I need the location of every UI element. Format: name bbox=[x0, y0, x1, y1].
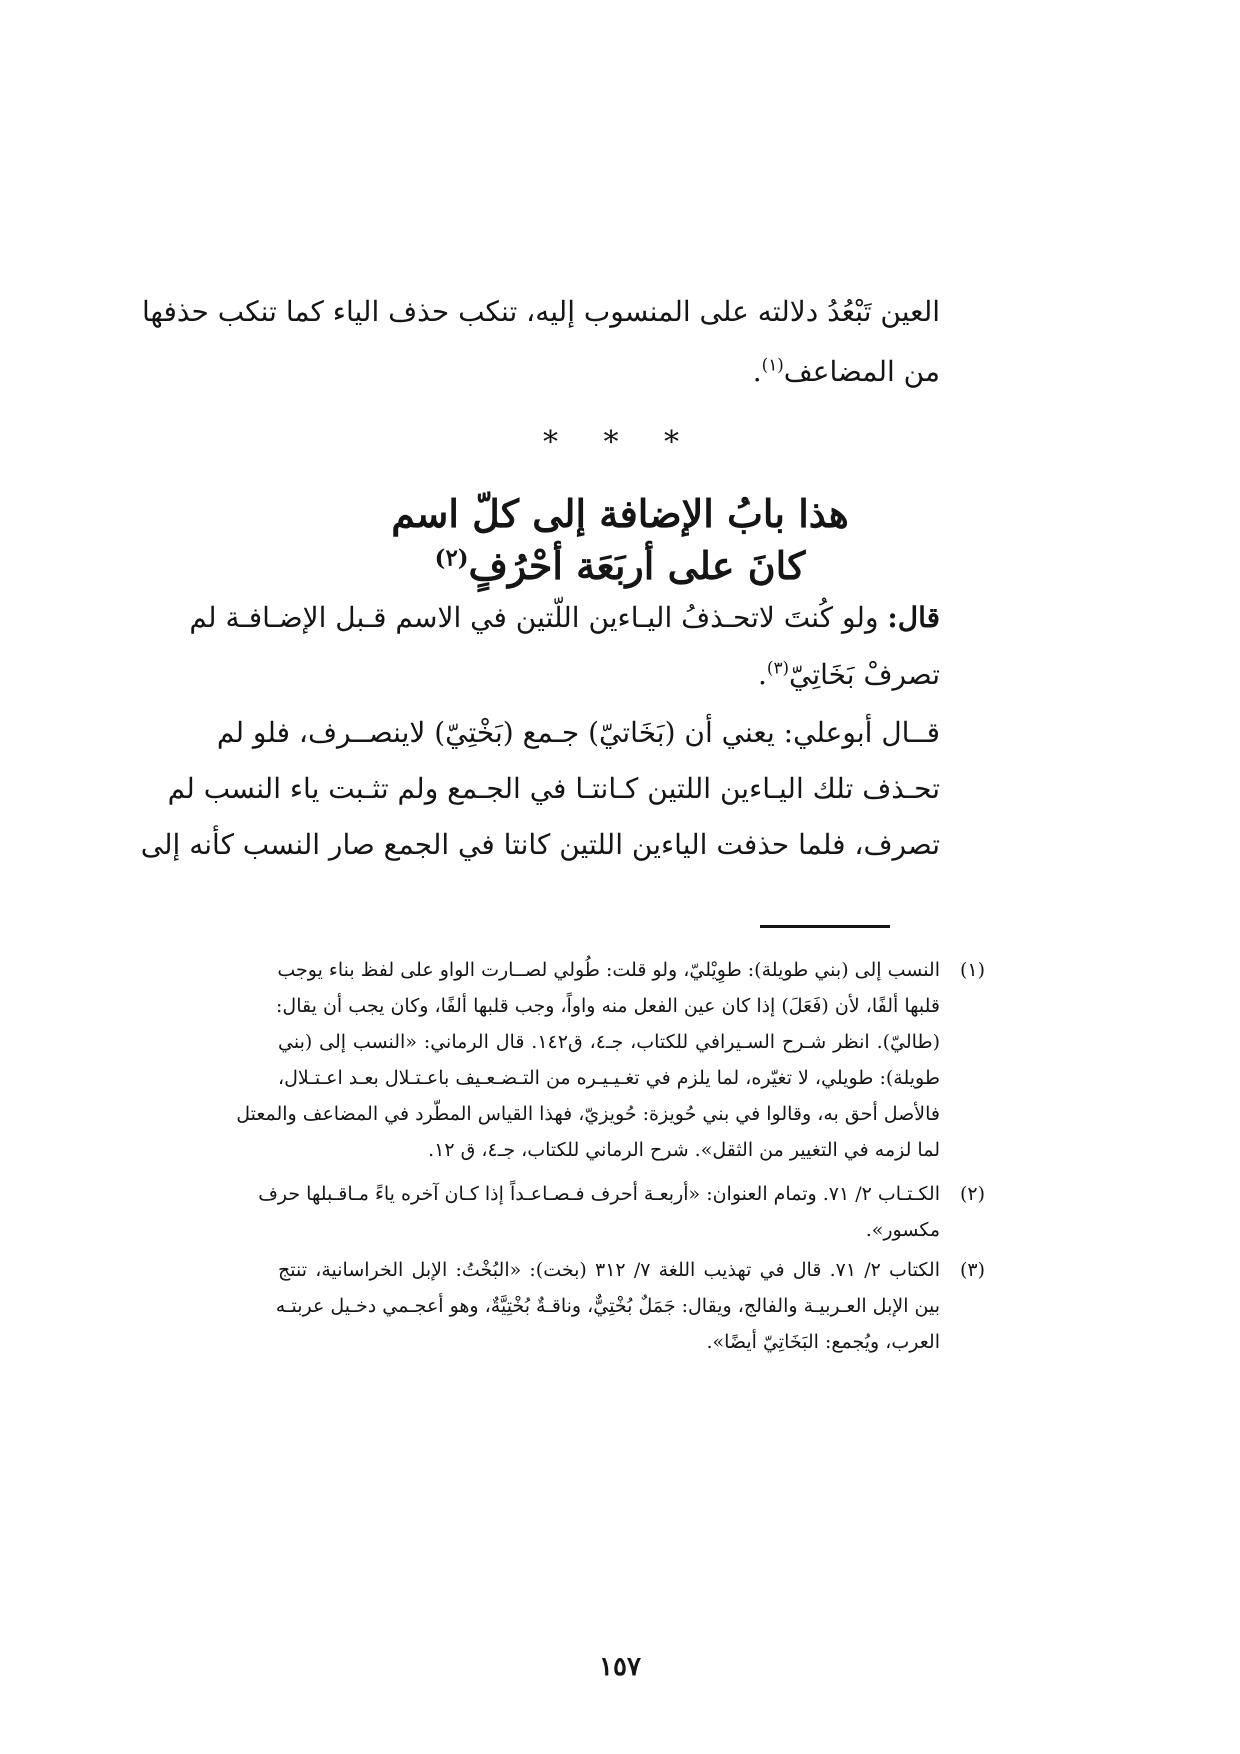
footnote-ref-3[interactable]: (٣) bbox=[766, 657, 790, 678]
paragraph-2-line-2 bbox=[167, 769, 940, 809]
carryover-line-2 bbox=[280, 352, 940, 392]
paragraph-2-line-3 bbox=[140, 825, 940, 865]
paragraph-2-line-1-text: قــال أبوعلي: يعني أن (بَخَاتيّ) جـمع (بَخْتِيّ) لاينصــرف، فلو لم bbox=[216, 716, 940, 749]
footnote-3-line: بين الإبل العـربيـة والفالج، ويقال: جَمَلٌ بُخْتِيٌّ، وناقـةٌ بُخْتِيَّةٌ، وهو أعجـمي دخـيل عربتـه bbox=[275, 1295, 940, 1317]
section-separator: * * * bbox=[542, 425, 698, 460]
paragraph-1-line-2-end: . bbox=[757, 658, 767, 691]
carryover-line-2-end: . bbox=[752, 355, 762, 388]
page-number: ١٥٧ bbox=[599, 1652, 641, 1682]
chapter-heading-line-2-text: كانَ على أربَعَة أحْرُفٍ bbox=[468, 543, 806, 588]
footnote-2-line: مكسور». bbox=[865, 1219, 940, 1241]
footnote-1-number: (١) bbox=[959, 959, 986, 981]
footnote-1-line: النسب إلى (بني طويلة): طوِيْليّ، ولو قلت: طُولي لصــارت الواو على لفظ بناء يوجب bbox=[277, 959, 940, 981]
footnote-1-line: فالأصل أحق به، وقالوا في بني حُويزة: حُويزيّ، فهذا القياس المطّرد في المضاعف والمعتل bbox=[236, 1103, 940, 1125]
carryover-line-1 bbox=[142, 292, 940, 332]
footnote-3-number: (٣) bbox=[959, 1259, 986, 1281]
footnote-3 bbox=[275, 1252, 986, 1360]
footnote-separator-rule bbox=[760, 925, 890, 928]
carryover-line-2-text: من المضاعف bbox=[783, 355, 940, 388]
footnote-1-line: لما لزمه في التغيير من الثقل». شرح الرماني للكتاب، جـ٤، ق ١٢. bbox=[428, 1139, 940, 1161]
paragraph-2-line-3-text: تصرف، فلما حذفت الياءين اللتين كانتا في الجمع صار النسب كأنه إلى bbox=[140, 828, 940, 861]
carryover-line-1-text: العين تَبْعُدُ دلالته على المنسوب إليه، تنكب حذف الياء كما تنكب حذفها bbox=[142, 295, 940, 328]
paragraph-2-line-1 bbox=[216, 713, 940, 753]
paragraph-1-line-1-text: ولو كُنتَ لاتحـذفُ اليـاءين اللّتين في الاسم قـبل الإضـافـة لم bbox=[189, 601, 879, 634]
footnote-3-line: الكتاب ٢/ ٧١. قال في تهذيب اللغة ٧/ ٣١٢ (بخت): «البُخْتُ: الإبل الخراسانية، تنتج bbox=[278, 1259, 940, 1281]
chapter-heading-line-1: هذا بابُ الإضافة إلى كلّ اسم bbox=[391, 491, 849, 536]
footnote-ref-2[interactable]: (٢) bbox=[434, 545, 469, 572]
speaker-lead: قال: bbox=[887, 601, 940, 634]
paragraph-1-line-2 bbox=[280, 655, 940, 695]
footnote-2-number: (٢) bbox=[959, 1183, 986, 1205]
footnote-1-line: قلبها ألفًا، لأن (فَعَلَ) إذا كان عين الفعل منه واواً، وجب قلبها ألفًا، وكان يجب أن يقال: bbox=[276, 995, 940, 1017]
footnote-1-line: طويلة): طويلي، لا تغيّره، لما يلزم في تغـيـيـره من التـضـعـيف باعـتـلال بعـد اعـتـلال، bbox=[278, 1067, 940, 1089]
footnote-2-line: الكـتـاب ٢/ ٧١. وتمام العنوان: «أربعـة أحرف فـصـاعـداً إذا كـان آخره ياءً مـاقـبلها حرف bbox=[258, 1183, 940, 1205]
paragraph-1-line-2-text: تصرفْ بَخَاتِيّ bbox=[789, 658, 940, 691]
footnote-1 bbox=[236, 952, 986, 1168]
paragraph-1-line-1 bbox=[189, 598, 940, 638]
paragraph-2-line-2-text: تحـذف تلك اليـاءين اللتين كـانتـا في الجـمع ولم تثـبت ياء النسب لم bbox=[167, 772, 940, 805]
footnote-2 bbox=[258, 1176, 986, 1248]
chapter-heading-line-2 bbox=[0, 540, 1240, 592]
footnote-ref-1[interactable]: (١) bbox=[761, 354, 784, 375]
footnote-3-line: العرب، ويُجمع: البَخَاتِيّ أيضًا». bbox=[706, 1331, 940, 1353]
footnote-1-line: (طاليّ). انظر شـرح السـيرافي للكتاب، جـ٤، ق١٤٢. قال الرماني: «النسب إلى (بني bbox=[278, 1031, 940, 1053]
